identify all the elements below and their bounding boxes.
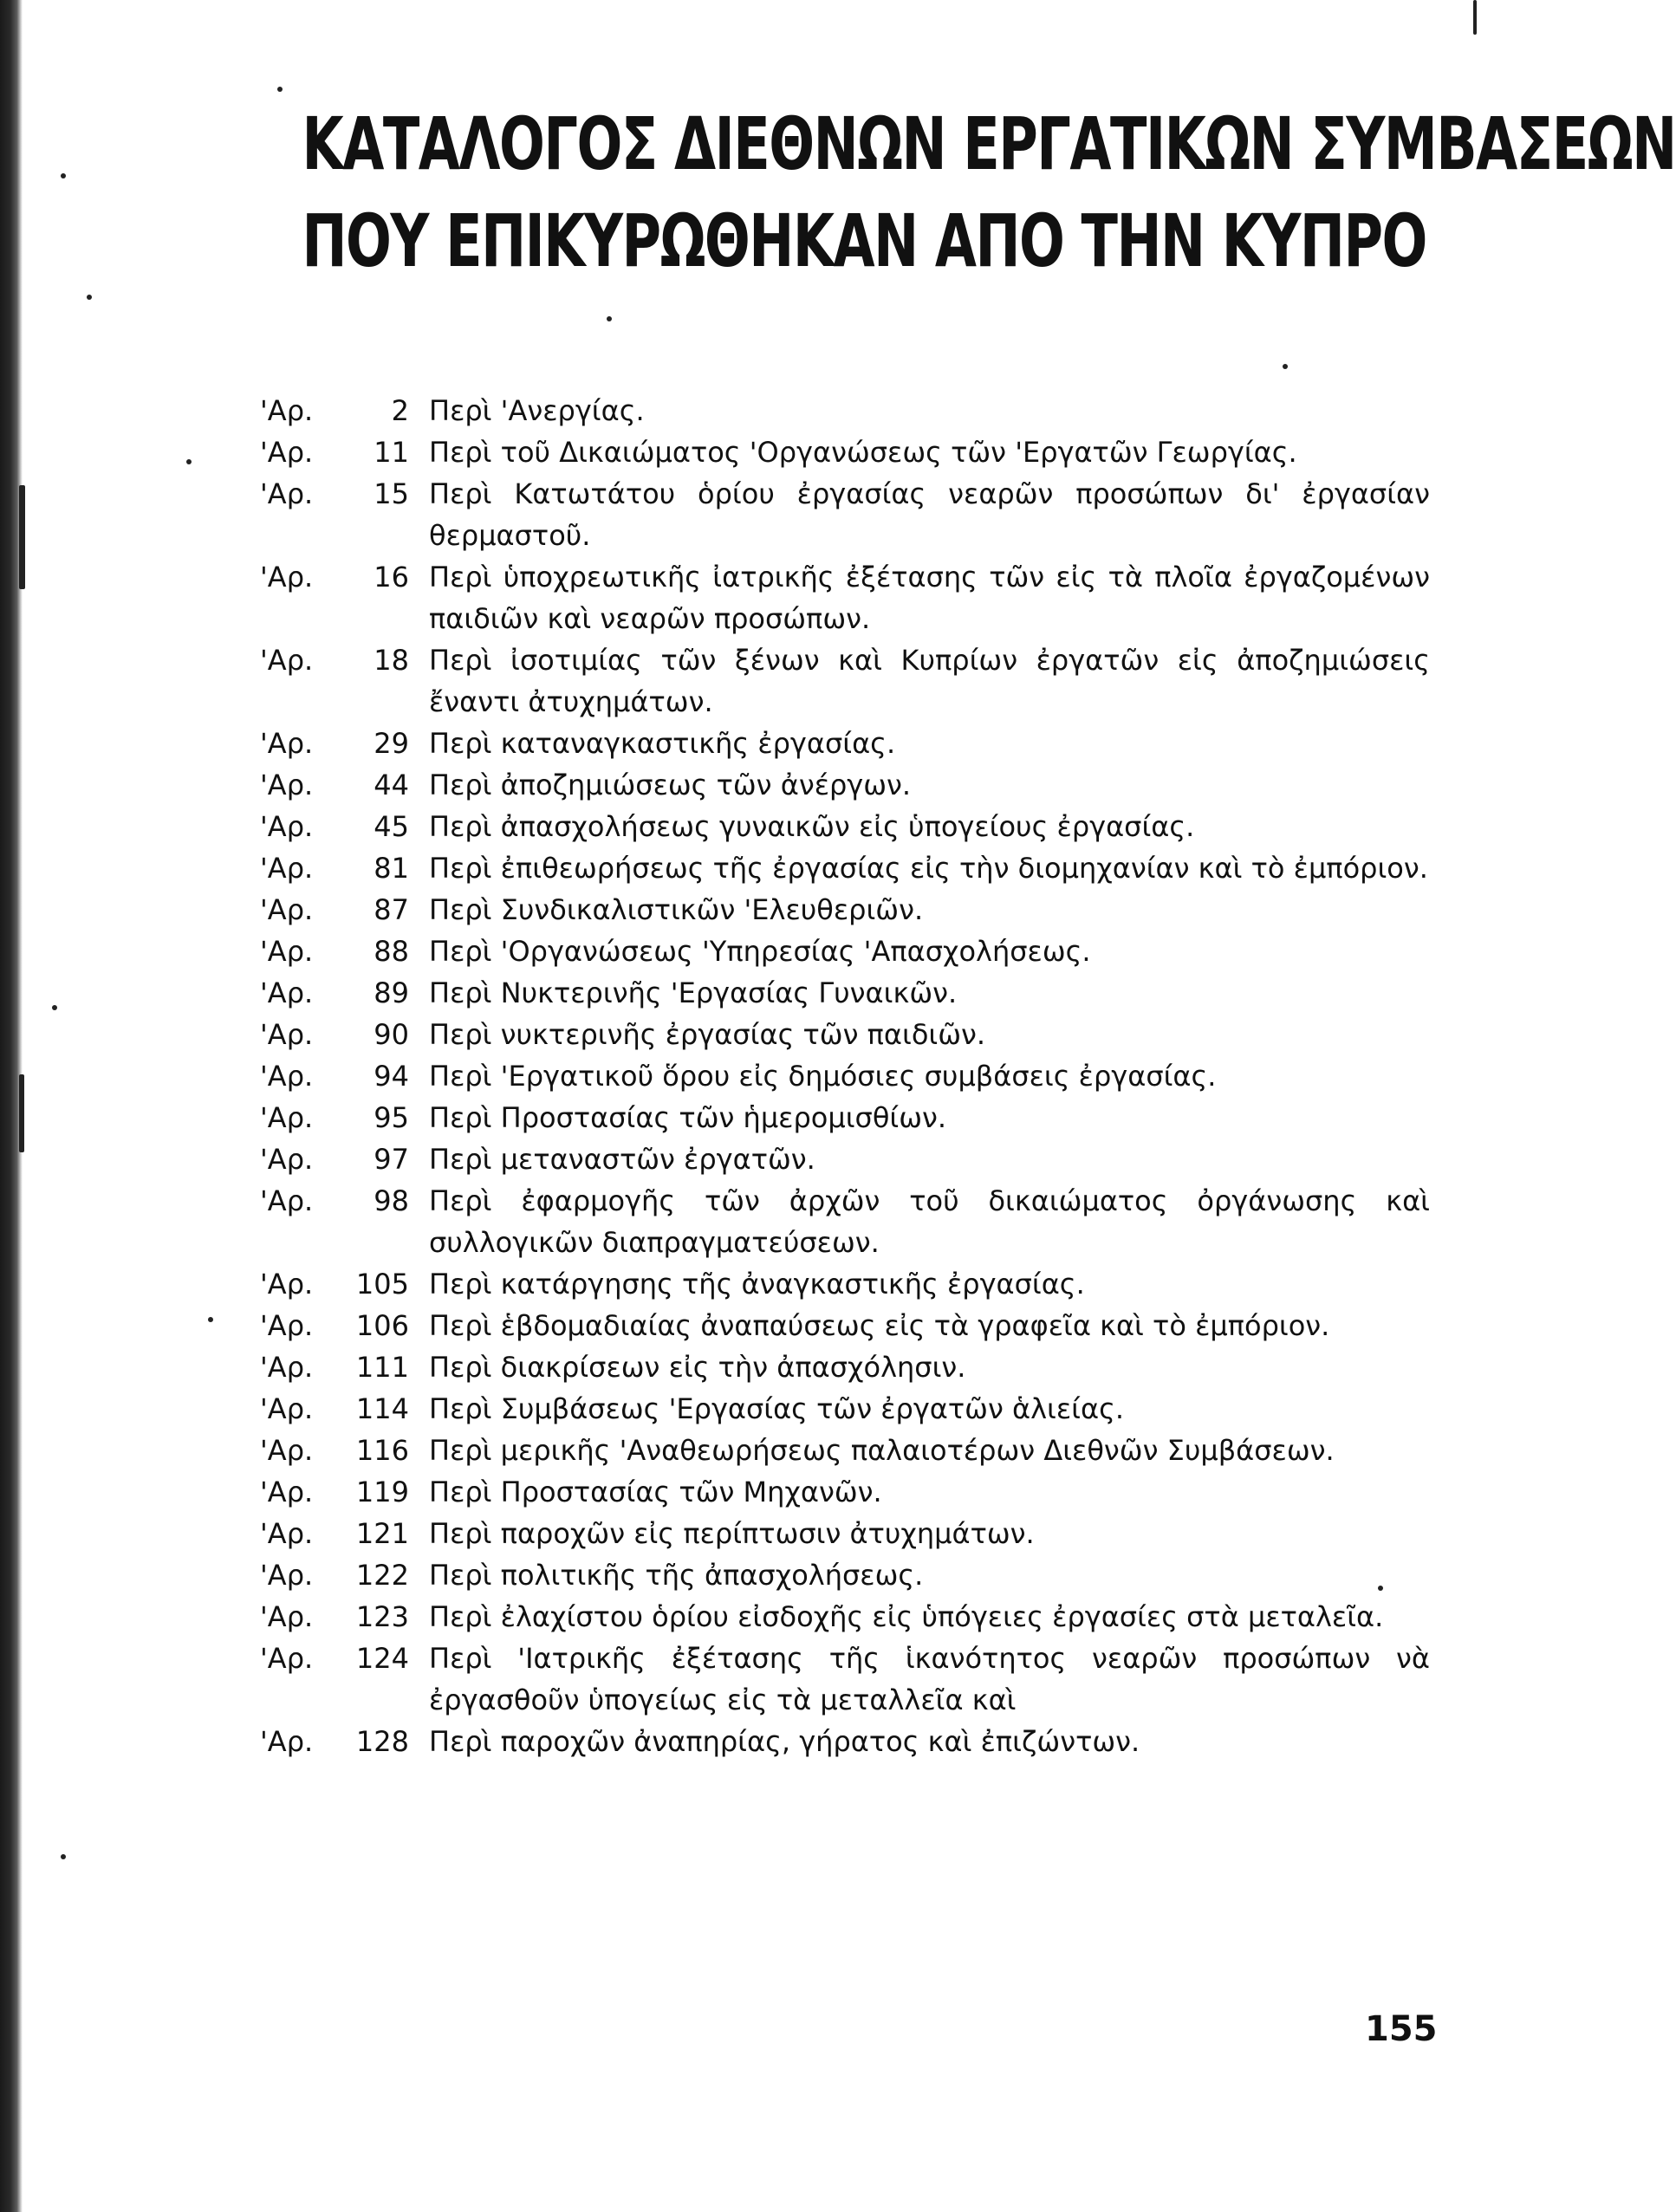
convention-entry [260,1513,1430,1554]
scan-speck [1283,364,1288,369]
entry-text: Περὶ Συνδικαλιστικῶν 'Ελευθεριῶν. [429,893,924,926]
entry-label: 'Αρ. [260,1184,314,1217]
convention-entry [260,1305,1430,1346]
title-line-2: ΠΟΥ ΕΠΙΚΥΡΩΘΗΚΑΝ ΑΠΟ ΤΗΝ ΚΥΠΡΟ [302,198,1426,283]
entry-label: 'Αρ. [260,1268,314,1301]
entry-text: Περὶ νυκτερινῆς ἐργασίας τῶν παιδιῶν. [429,1018,986,1051]
convention-entry [260,639,1430,723]
scan-smudge [19,485,25,589]
entry-text: Περὶ ἐφαρμογῆς τῶν ἀρχῶν τοῦ δικαιώματος ὀργάνωσης καὶ συλλογικῶν διαπραγματεύσεων. [429,1184,1430,1259]
entry-number: 124 [355,1642,409,1675]
convention-entry [260,431,1430,473]
entry-number: 89 [374,976,409,1009]
entry-number: 81 [374,852,409,885]
entry-text: Περὶ 'Ανεργίας. [429,394,645,427]
convention-entry [260,1638,1430,1721]
entry-label: 'Αρ. [260,1309,314,1342]
convention-entry [260,1097,1430,1138]
scan-speck [208,1317,213,1322]
entry-text: Περὶ διακρίσεων εἰς τὴν ἀπασχόλησιν. [429,1351,966,1384]
entry-text: Περὶ ἀποζημιώσεως τῶν ἀνέργων. [429,769,912,801]
convention-entry [260,1721,1430,1762]
scan-smudge [19,1074,24,1152]
entry-text: Περὶ Προστασίας τῶν ἡμερομισθίων. [429,1101,947,1134]
convention-entry [260,1180,1430,1263]
entry-text: Περὶ τοῦ Δικαιώματος 'Οργανώσεως τῶν 'Εργατῶν Γεωργίας. [429,436,1297,469]
entry-text: Περὶ κατάργησης τῆς ἀναγκαστικῆς ἐργασίας. [429,1268,1085,1301]
entry-text: Περὶ ἀπασχολήσεως γυναικῶν εἰς ὑπογείους ἐργασίας. [429,810,1195,843]
entry-label: 'Αρ. [260,1517,314,1550]
scan-speck [61,1854,66,1859]
entry-number: 45 [374,810,409,843]
scan-speck [87,295,92,300]
convention-entry [260,1388,1430,1430]
entry-text: Περὶ 'Οργανώσεως 'Υπηρεσίας 'Απασχολήσεως. [429,935,1091,968]
entry-label: 'Αρ. [260,1434,314,1467]
entry-text: Περὶ ὑποχρεωτικῆς ἰατρικῆς ἐξέτασης τῶν εἰς τὰ πλοῖα ἐργαζομένων παιδιῶν καὶ νεαρῶν προσώπων. [429,561,1430,635]
entry-label: 'Αρ. [260,561,314,594]
entry-number: 2 [391,394,409,427]
title-line-1: ΚΑΤΑΛΟΓΟΣ ΔΙΕΘΝΩΝ ΕΡΓΑΤΙΚΩΝ ΣΥΜΒΑΣΕΩΝ [302,101,1676,186]
convention-entry [260,1263,1430,1305]
entry-label: 'Αρ. [260,1101,314,1134]
convention-entry [260,723,1430,764]
entry-text: Περὶ καταναγκαστικῆς ἐργασίας. [429,727,896,760]
entry-label: 'Αρ. [260,976,314,1009]
entry-number: 11 [374,436,409,469]
entry-label: 'Αρ. [260,394,314,427]
entry-number: 87 [374,893,409,926]
convention-entry [260,1014,1430,1055]
entry-text: Περὶ 'Ιατρικῆς ἐξέτασης τῆς ἱκανότητος νεαρῶν προσώπων νὰ ἐργασθοῦν ὑπογείως εἰς τὰ μεταλλεῖα καὶ [429,1642,1430,1716]
entry-text: Περὶ ἰσοτιμίας τῶν ξένων καὶ Κυπρίων ἐργατῶν εἰς ἀποζημιώσεις ἔναντι ἀτυχημάτων. [429,644,1430,718]
entry-number: 106 [355,1309,409,1342]
entry-label: 'Αρ. [260,1018,314,1051]
entry-label: 'Αρ. [260,1642,314,1675]
entry-number: 116 [355,1434,409,1467]
entry-number: 122 [355,1559,409,1592]
entry-label: 'Αρ. [260,1060,314,1093]
entry-text: Περὶ Κατωτάτου ὁρίου ἐργασίας νεαρῶν προσώπων δι' ἐργασίαν θερμαστοῦ. [429,477,1430,552]
entry-label: 'Αρ. [260,1351,314,1384]
scan-speck [607,316,612,321]
entry-label: 'Αρ. [260,644,314,677]
entry-text: Περὶ ἑβδομαδιαίας ἀναπαύσεως εἰς τὰ γραφεῖα καὶ τὸ ἐμπόριον. [429,1309,1330,1342]
entry-label: 'Αρ. [260,477,314,510]
entry-number: 94 [374,1060,409,1093]
page-number: 155 [1365,2009,1438,2049]
entry-text: Περὶ 'Εργατικοῦ ὅρου εἰς δημόσιες συμβάσεις ἐργασίας. [429,1060,1217,1093]
entry-label: 'Αρ. [260,1559,314,1592]
entry-text: Περὶ μεταναστῶν ἐργατῶν. [429,1143,815,1176]
scan-smudge [1473,0,1477,35]
convention-entry [260,1138,1430,1180]
convention-entry [260,390,1430,431]
document-title [302,95,1676,289]
convention-entry [260,1554,1430,1596]
entry-text: Περὶ παροχῶν ἀναπηρίας, γήρατος καὶ ἐπιζώντων. [429,1725,1140,1758]
entry-number: 111 [355,1351,409,1384]
entry-label: 'Αρ. [260,1392,314,1425]
convention-entry [260,847,1430,889]
entry-text: Περὶ Προστασίας τῶν Μηχανῶν. [429,1476,882,1508]
entry-number: 18 [374,644,409,677]
scan-speck [52,1005,57,1010]
entry-number: 88 [374,935,409,968]
convention-entry [260,889,1430,931]
entry-label: 'Αρ. [260,852,314,885]
entry-number: 123 [355,1600,409,1633]
entry-label: 'Αρ. [260,436,314,469]
entry-label: 'Αρ. [260,893,314,926]
convention-list [260,390,1430,1762]
convention-entry [260,806,1430,847]
entry-number: 121 [355,1517,409,1550]
scan-speck [277,87,283,92]
entry-number: 95 [374,1101,409,1134]
entry-number: 15 [374,477,409,510]
entry-number: 119 [355,1476,409,1508]
entry-text: Περὶ Συμβάσεως 'Εργασίας τῶν ἐργατῶν ἁλιείας. [429,1392,1125,1425]
convention-entry [260,473,1430,556]
convention-entry [260,764,1430,806]
entry-label: 'Αρ. [260,1725,314,1758]
entry-label: 'Αρ. [260,727,314,760]
entry-text: Περὶ ἐλαχίστου ὁρίου εἰσδοχῆς εἰς ὑπόγειες ἐργασίες στὰ μεταλεῖα. [429,1600,1384,1633]
entry-label: 'Αρ. [260,1476,314,1508]
convention-entry [260,931,1430,972]
convention-entry [260,1346,1430,1388]
entry-number: 44 [374,769,409,801]
entry-number: 29 [374,727,409,760]
convention-entry [260,972,1430,1014]
entry-number: 98 [374,1184,409,1217]
scan-speck [186,459,192,464]
scan-speck [61,173,66,178]
entry-label: 'Αρ. [260,769,314,801]
entry-number: 90 [374,1018,409,1051]
entry-number: 97 [374,1143,409,1176]
entry-text: Περὶ ἐπιθεωρήσεως τῆς ἐργασίας εἰς τὴν διομηχανίαν καὶ τὸ ἐμπόριον. [429,852,1428,885]
entry-label: 'Αρ. [260,810,314,843]
convention-entry [260,1055,1430,1097]
convention-entry [260,1596,1430,1638]
entry-number: 128 [355,1725,409,1758]
entry-text: Περὶ Νυκτερινῆς 'Εργασίας Γυναικῶν. [429,976,958,1009]
entry-text: Περὶ πολιτικῆς τῆς ἀπασχολήσεως. [429,1559,924,1592]
convention-entry [260,1430,1430,1471]
entry-label: 'Αρ. [260,1143,314,1176]
entry-text: Περὶ παροχῶν εἰς περίπτωσιν ἀτυχημάτων. [429,1517,1035,1550]
entry-number: 16 [374,561,409,594]
entry-text: Περὶ μερικῆς 'Αναθεωρήσεως παλαιοτέρων Διεθνῶν Συμβάσεων. [429,1434,1335,1467]
entry-number: 105 [355,1268,409,1301]
entry-label: 'Αρ. [260,1600,314,1633]
entry-label: 'Αρ. [260,935,314,968]
entry-number: 114 [355,1392,409,1425]
convention-entry [260,556,1430,639]
convention-entry [260,1471,1430,1513]
